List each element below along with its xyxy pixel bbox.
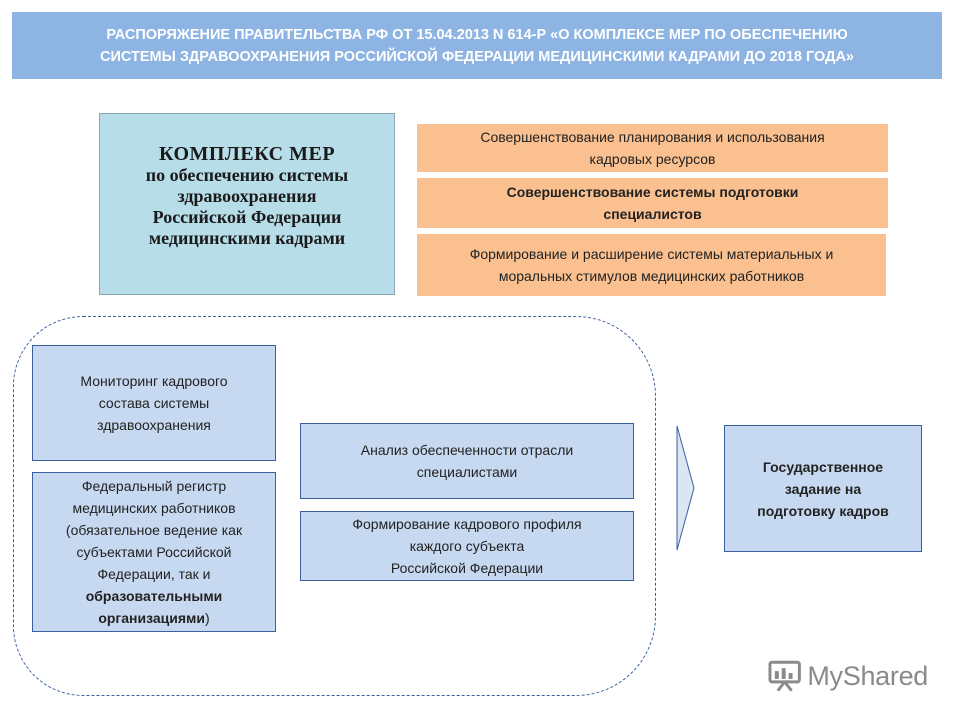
state-task-box	[724, 425, 922, 552]
measure-training-line-2: специалистов	[603, 206, 702, 222]
measure-training-box	[417, 178, 888, 228]
analysis-line-1: Анализ обеспеченности отрасли	[360, 442, 574, 458]
federal-register-box	[32, 472, 276, 632]
measure-incentives-box	[417, 234, 886, 296]
register-line-2: медицинских работников	[72, 500, 236, 516]
complex-line-3: Российской Федерации	[152, 207, 342, 227]
header-line-1: РАСПОРЯЖЕНИЕ ПРАВИТЕЛЬСТВА РФ ОТ 15.04.2013 N 614-Р «О КОМПЛЕКСЕ МЕР ПО ОБЕСПЕЧЕНИЮ	[106, 26, 848, 43]
analysis-box	[300, 423, 634, 499]
myshared-logo	[768, 655, 928, 697]
register-bold-line-2: организациями	[98, 610, 206, 626]
state-task-line-2: задание на	[784, 480, 862, 497]
state-task-line-1: Государственное	[762, 458, 884, 475]
complex-line-1: по обеспечению системы	[145, 165, 349, 185]
personnel-profile-box	[300, 511, 634, 581]
state-task-line-3: подготовку кадров	[757, 502, 889, 519]
register-line-3: (обязательное ведение как	[65, 522, 243, 538]
monitoring-box	[32, 345, 276, 461]
measure-incentives-line-2: моральных стимулов медицинских работников	[498, 268, 805, 284]
header-line-2: СИСТЕМЫ ЗДРАВООХРАНЕНИЯ РОССИЙСКОЙ ФЕДЕРАЦИИ МЕДИЦИНСКИМИ КАДРАМИ ДО 2018 ГОДА»	[100, 48, 854, 65]
monitoring-line-1: Мониторинг кадрового	[80, 373, 228, 389]
measure-planning-line-2: кадровых ресурсов	[589, 151, 716, 167]
monitoring-line-3: здравоохранения	[97, 417, 211, 433]
register-line-4: субъектами Российской	[76, 544, 232, 560]
monitoring-line-2: состава системы	[98, 395, 210, 411]
complex-title: КОМПЛЕКС МЕР	[158, 143, 336, 165]
register-line-5: Федерации, так и	[97, 566, 211, 582]
register-bold-line-1: образовательными	[85, 588, 223, 604]
complex-line-4: медицинскими кадрами	[148, 228, 346, 248]
chevron-right-icon	[676, 425, 696, 551]
register-last-line	[33, 607, 275, 629]
profile-line-3: Российской Федерации	[390, 560, 544, 576]
logo-text: MyShared	[807, 660, 928, 691]
measure-planning-box	[417, 124, 888, 172]
measure-planning-line-1: Совершенствование планирования и использования	[480, 129, 825, 145]
measure-training-line-1: Совершенствование системы подготовки	[506, 184, 799, 200]
profile-line-2: каждого субъекта	[409, 538, 525, 554]
presentation-board-icon	[768, 659, 801, 693]
complex-line-2: здравоохранения	[177, 186, 317, 206]
slide-header	[12, 12, 942, 79]
register-line-1: Федеральный регистр	[81, 478, 227, 494]
complex-of-measures-box	[99, 113, 395, 295]
register-tail: )	[205, 610, 210, 626]
profile-line-1: Формирование кадрового профиля	[352, 516, 582, 532]
analysis-line-2: специалистами	[416, 464, 518, 480]
measure-incentives-line-1: Формирование и расширение системы материальных и	[469, 246, 834, 262]
